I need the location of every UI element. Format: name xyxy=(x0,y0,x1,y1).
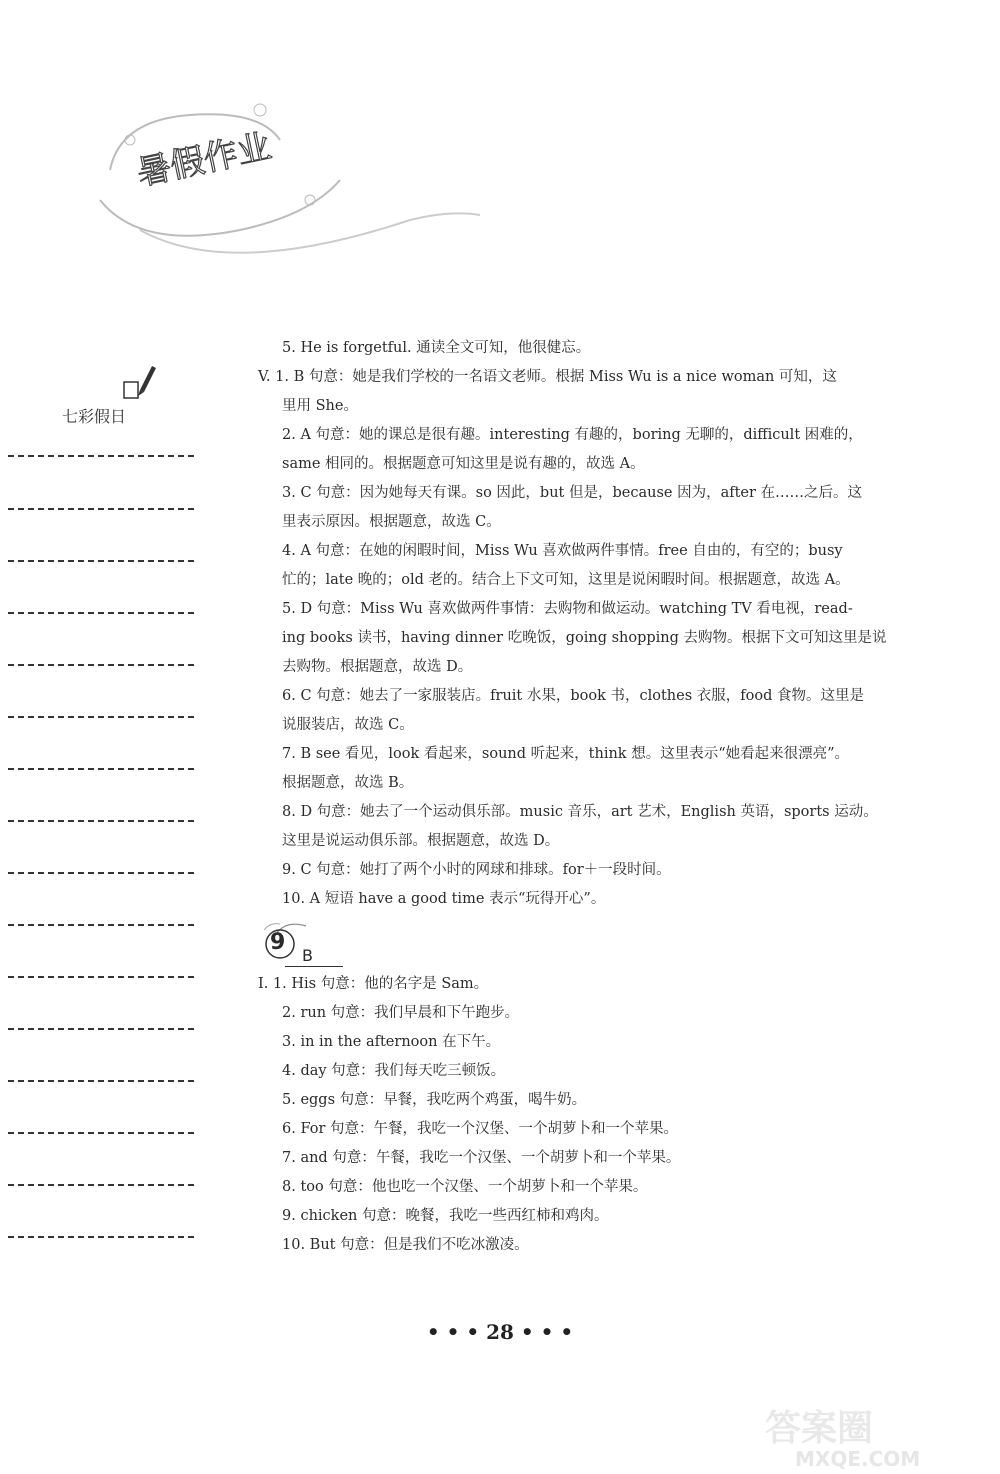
answer-line: ing books 读书，having dinner 吃晚饭，going shopping 去购物。根据下文可知这里是说 xyxy=(282,630,887,646)
answer-line: 忙的；late 晚的；old 老的。结合上下文可知，这里是说闲暇时间。根据题意，故选 A。 xyxy=(282,572,850,588)
watermark-site: MXQE.COM xyxy=(795,1447,921,1470)
answer-line: 2. A 句意：她的课总是很有趣。interesting 有趣的，boring 无聊的，difficult 困难的， xyxy=(282,427,863,443)
answer-line: 里表示原因。根据题意，故选 C。 xyxy=(282,514,501,530)
answer-line: 4. A 句意：在她的闲暇时间，Miss Wu 喜欢做两件事情。free 自由的，有空的；busy xyxy=(282,543,843,559)
answer-line: 6. C 句意：她去了一家服装店。fruit 水果，book 书，clothes 衣服，food 食物。这里是 xyxy=(282,688,864,704)
answer-line: 7. and 句意：午餐，我吃一个汉堡、一个胡萝卜和一个苹果。 xyxy=(282,1150,681,1166)
answer-line: 5. eggs 句意：早餐，我吃两个鸡蛋，喝牛奶。 xyxy=(282,1092,587,1108)
dashed-line xyxy=(8,820,194,822)
dashed-line xyxy=(8,1184,194,1186)
answer-line: 去购物。根据题意，故选 D。 xyxy=(282,659,473,675)
dashed-line xyxy=(8,768,194,770)
dashed-line xyxy=(8,508,194,510)
dashed-line xyxy=(8,716,194,718)
answer-line: 5. D 句意：Miss Wu 喜欢做两件事情：去购物和做运动。watching TV 看电视，read- xyxy=(282,601,853,617)
logo-text: 暑假作业 xyxy=(133,126,275,194)
dashed-line xyxy=(8,455,194,457)
answer-line: 这里是说运动俱乐部。根据题意，故选 D。 xyxy=(282,833,560,849)
answer-line: 9. C 句意：她打了两个小时的网球和排球。for＋一段时间。 xyxy=(282,862,671,878)
section-number: 9 xyxy=(270,930,286,955)
answer-line: I. 1. His 句意：他的名字是 Sam。 xyxy=(258,976,489,992)
answer-line: 说服装店，故选 C。 xyxy=(282,717,414,733)
answer-line: 6. For 句意：午餐，我吃一个汉堡、一个胡萝卜和一个苹果。 xyxy=(282,1121,678,1137)
dashed-line xyxy=(8,1028,194,1030)
dashed-line xyxy=(8,1080,194,1082)
dashed-line xyxy=(8,976,194,978)
answer-line: 3. in in the afternoon 在下午。 xyxy=(282,1034,501,1050)
answer-line: 里用 She。 xyxy=(282,398,358,414)
sidebar xyxy=(0,360,200,1260)
answer-line: 3. C 句意：因为她每天有课。so 因此，but 但是，because 因为，after 在……之后。这 xyxy=(282,485,863,501)
answer-line: 10. A 短语 have a good time 表示“玩得开心”。 xyxy=(282,891,606,907)
summer-homework-logo xyxy=(80,80,500,290)
dashed-line xyxy=(8,924,194,926)
answer-line: 10. But 句意：但是我们不吃冰激凌。 xyxy=(282,1237,529,1253)
sidebar-title: 七彩假日 xyxy=(62,407,127,426)
dashed-line xyxy=(8,1236,194,1238)
answer-line: 8. D 句意：她去了一个运动俱乐部。music 音乐，art 艺术，English 英语，sports 运动。 xyxy=(282,804,878,820)
watermark xyxy=(755,1400,995,1470)
answer-line: 8. too 句意：他也吃一个汉堡、一个胡萝卜和一个苹果。 xyxy=(282,1179,648,1195)
dashed-line xyxy=(8,872,194,874)
answer-line: 4. day 句意：我们每天吃三顿饭。 xyxy=(282,1063,506,1079)
answer-line: same 相同的。根据题意可知这里是说有趣的，故选 A。 xyxy=(282,456,645,472)
answer-line: 5. He is forgetful. 通读全文可知，他很健忘。 xyxy=(282,340,591,356)
dashed-line xyxy=(8,560,194,562)
dashed-line xyxy=(8,664,194,666)
answer-section-i xyxy=(258,970,898,1260)
answer-line: 2. run 句意：我们早晨和下午跑步。 xyxy=(282,1005,520,1021)
section-underline xyxy=(285,966,343,967)
answer-line: 7. B see 看见，look 看起来，sound 听起来，think 想。这里表示“她看起来很漂亮”。 xyxy=(282,746,850,762)
section-letter: B xyxy=(302,946,313,965)
dashed-line xyxy=(8,1132,194,1134)
answer-line: 根据题意，故选 B。 xyxy=(282,775,414,791)
dashed-line xyxy=(8,612,194,614)
pencil-icon xyxy=(118,360,158,408)
watermark-text: 答案圈 xyxy=(765,1408,874,1449)
answer-line: V. 1. B 句意：她是我们学校的一名语文老师。根据 Miss Wu is a nice woman 可知，这 xyxy=(258,369,837,385)
page-number: • • • 28 • • • xyxy=(426,1320,574,1344)
answer-line: 9. chicken 句意：晚餐，我吃一些西红柿和鸡肉。 xyxy=(282,1208,609,1224)
answer-section-v xyxy=(258,334,898,914)
